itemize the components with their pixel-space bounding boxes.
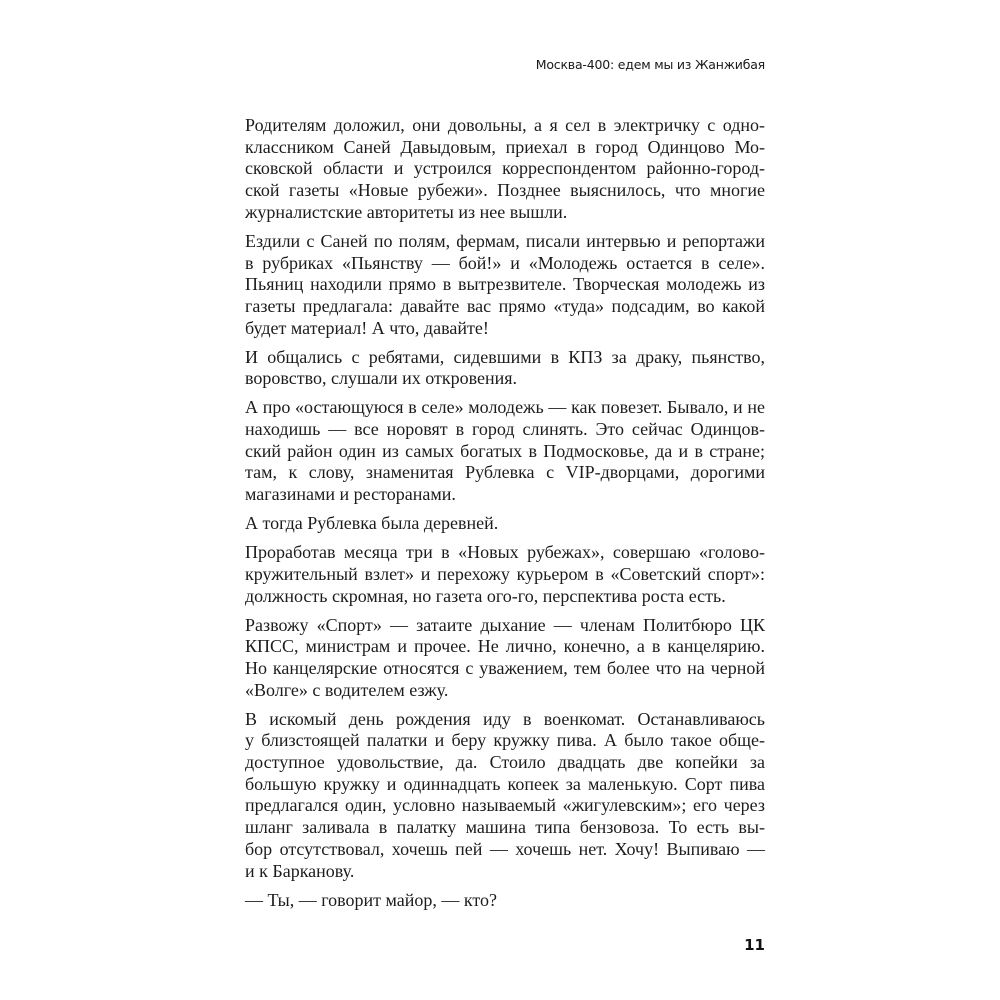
text-line: ский район один из самых богатых в Подмосковье, да и в стране;	[245, 440, 765, 461]
text-line: ской газеты «Новые рубежи». Позднее выяснилось, что многие	[245, 180, 765, 201]
paragraph	[245, 709, 765, 883]
body-text	[245, 115, 765, 919]
text-line: воровство, слушали их откровения.	[245, 368, 518, 389]
text-line: — Ты, — говорит майор, — кто?	[245, 889, 498, 910]
text-line: и к Барканову.	[245, 860, 355, 881]
text-line: «Волге» с водителем езжу.	[245, 679, 449, 700]
text-line: журналистские авторитеты из нее вышли.	[245, 201, 568, 222]
text-line: Родителям доложил, они довольны, а я сел в электричку с одно-	[245, 115, 765, 135]
paragraph	[245, 513, 765, 535]
text-line: должность скромная, но газета ого-го, перспектива роста есть.	[245, 585, 726, 606]
paragraph	[245, 231, 765, 340]
text-line: Пьяниц находили прямо в вытрезвителе. Творческая молодежь из	[245, 274, 765, 295]
page-number: 11	[744, 936, 765, 954]
text-line: магазинами и ресторанами.	[245, 484, 456, 505]
text-line: В искомый день рождения иду в военкомат. Останавливаюсь	[245, 708, 765, 729]
text-line: там, к слову, знаменитая Рублевка с VIP-дворцами, дорогими	[245, 462, 765, 483]
text-line: доступное удовольствие, да. Стоило двадцать две копейки за	[245, 752, 765, 773]
text-line: шланг заливала в палатку машина типа бензовоза. То есть вы-	[245, 817, 765, 838]
paragraph	[245, 542, 765, 607]
text-line: находишь — все норовят в город слинять. Это сейчас Одинцов-	[245, 419, 765, 440]
text-line: будет материал! А что, давайте!	[245, 317, 489, 338]
text-line: Но канцелярские относятся с уважением, тем более что на черной	[245, 657, 765, 678]
text-line: кружительный взлет» и перехожу курьером в «Советский спорт»:	[245, 563, 765, 584]
text-line: КПСС, министрам и прочее. Не лично, конечно, а в канцелярию.	[245, 636, 765, 657]
text-line: Развожу «Спорт» — затаите дыхание — членам Политбюро ЦК	[245, 614, 765, 635]
text-line: И общались с ребятами, сидевшими в КПЗ за драку, пьянство,	[245, 346, 765, 367]
running-title: Москва-400: едем мы из Жанжибая	[535, 57, 765, 72]
text-line: газеты предлагала: давайте вас прямо «туда» подсадим, во какой	[245, 295, 765, 316]
text-line: Проработав месяца три в «Новых рубежах», совершаю «голово-	[245, 542, 765, 563]
text-line: у близстоящей палатки и беру кружку пива. А было такое обще-	[245, 730, 765, 751]
text-line: сковской области и устроился корреспондентом районно-город-	[245, 158, 765, 179]
text-line: бор отсутствовал, хочешь пей — хочешь нет. Хочу! Выпиваю —	[245, 838, 765, 859]
paragraph	[245, 615, 765, 702]
text-line: предлагался один, условно называемый «жигулевским»; его через	[245, 795, 765, 816]
text-line: А про «остающуюся в селе» молодежь — как повезет. Бывало, и не	[245, 397, 765, 418]
text-line: Ездили с Саней по полям, фермам, писали интервью и репортажи	[245, 230, 765, 251]
text-line: большую кружку и одиннадцать копеек за маленькую. Сорт пива	[245, 773, 765, 794]
paragraph	[245, 347, 765, 390]
text-line: в рубриках «Пьянству — бой!» и «Молодежь остается в селе».	[245, 252, 765, 273]
text-line: классником Саней Давыдовым, приехал в город Одинцово Мо-	[245, 136, 765, 157]
paragraph	[245, 115, 765, 224]
paragraph	[245, 397, 765, 506]
text-line: А тогда Рублевка была деревней.	[245, 513, 499, 534]
paragraph	[245, 890, 765, 912]
